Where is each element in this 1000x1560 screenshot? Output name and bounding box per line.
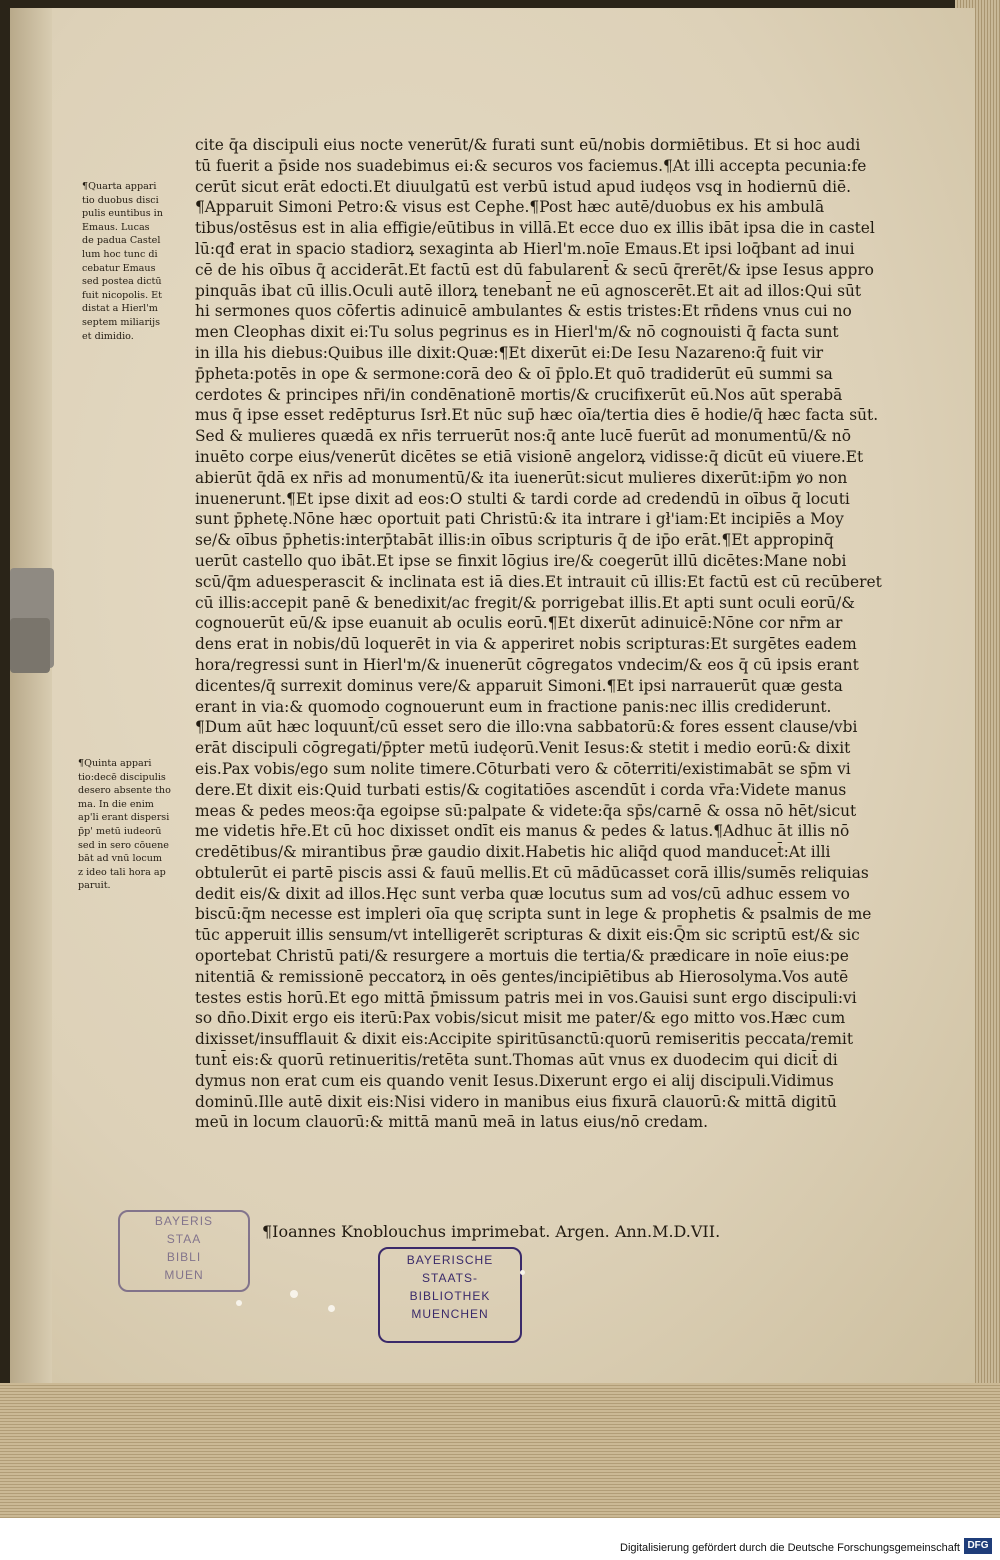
stamp-line: BAYERISCHE: [406, 1253, 494, 1267]
colophon: ¶Ioannes Knoblouchus imprimebat. Argen. Ann.M.D.VII.: [262, 1222, 721, 1241]
text-line: cognouerūt eū/& ipse euanuit ab oculis eorū.¶Et dixerūt adinuicē:Nōne cor nr̄m ar: [195, 614, 843, 633]
stamp-line: STAA: [166, 1232, 202, 1246]
text-line: tibus/ostēsus est in alia effigie/eūtibus in villā.Et ecce duo ex illis ibāt ipsa die in castel: [195, 219, 875, 238]
text-line: me videtis hr̄e.Et cū hoc dixisset ondīt eis manus & pedes & latus.¶Adhuc āt illis nō: [195, 822, 850, 841]
text-line: cerūt sicut erāt edocti.Et diuulgatū est verbū istud apud iudęos vsq̧ in hodiernū diē.: [195, 177, 851, 196]
text-line: inuēto corpe eius/venerūt dicētes se etiā visionē angelorꝝ vidisse:q̄ dicūt eū viuere.Et: [195, 447, 864, 466]
margin-note-line: ma. In die enim: [78, 798, 154, 810]
margin-note-line: et dimidio.: [82, 330, 134, 342]
text-line: dominū.Ille autē dixit eis:Nisi videro in manibus eius fixurā clauorū:& mittā digitū: [195, 1092, 837, 1111]
text-line: so dn̄o.Dixit ergo eis iterū:Pax vobis/sicut misit me pater/& ego mitto vos.Hæc cum: [195, 1009, 846, 1028]
text-line: in illa his diebus:Quibus ille dixit:Quæ:¶Et dixerūt ei:De Iesu Nazareno:q̄ fuit vir: [195, 343, 824, 362]
text-line: hi sermones quos cōfertis adinuicē ambulantes & estis tristes:Et rn̄dens vnus cui no: [195, 302, 852, 321]
text-line: cerdotes & principes nr̄i/in condēnationē mortis/& crucifixerūt eū.Nos aūt sperabā: [195, 385, 843, 404]
text-line: ¶Apparuit Simoni Petro:& visus est Cephe.¶Post hæc autē/duobus ex his ambulā: [195, 198, 825, 217]
stamp-line: BIBLI: [166, 1250, 202, 1264]
text-line: sunt p̄phetę.Nōne hæc oportuit pati Christū:& ita intrare i gł'iam:Et incipiēs a Moy: [195, 510, 844, 529]
margin-note-line: fuit nicopolis. Et: [82, 289, 163, 301]
text-line: p̄pheta:potēs in ope & sermone:corā deo & oī p̄plo.Et quō tradiderūt eū summi sa: [195, 364, 833, 383]
margin-note-line: ¶Quinta appari: [78, 758, 152, 769]
margin-note-line: lum hoc tunc di: [82, 248, 158, 260]
margin-note-line: septem miliarijs: [82, 316, 160, 328]
dfg-logo: DFG: [964, 1538, 992, 1554]
stamp-line: BAYERIS: [154, 1214, 214, 1228]
margin-note-line: ¶Quarta appari: [82, 181, 157, 192]
paper-speck: [290, 1290, 298, 1298]
text-line: hora/regressi sunt in Hierl'm/& inuenerūt cōgregatos vndecim/& eos q̄ cū ipsis erant: [195, 655, 859, 674]
paper-speck: [520, 1270, 525, 1275]
text-line: dens erat in nobis/dū loquerēt in via & apperiret nobis scripturas:Et surgētes eadem: [195, 635, 857, 654]
paper-speck: [236, 1300, 242, 1306]
text-line: biscū:q̄m necesse est impleri oīa quę scripta sunt in lege & prophetis & psalmis de me: [195, 905, 872, 924]
stamp-line: MUENCHEN: [411, 1307, 489, 1321]
margin-note-line: ap'li erant dispersi: [78, 812, 170, 824]
margin-note-fourth-apparition: [82, 180, 194, 343]
text-line: dedit eis/& dixit ad illos.Hęc sunt verba quæ locutus sum ad vos/cū adhuc essem vo: [195, 884, 850, 903]
paper-speck: [328, 1305, 335, 1312]
margin-note-line: sed in sero cōuene: [78, 839, 169, 851]
main-text-block: [195, 135, 885, 1133]
page-gutter: [10, 8, 52, 1383]
text-line: dere.Et dixit eis:Quid turbati estis/& cogitatiōes ascendūt i corda vr̄a:Videte manus: [195, 780, 847, 799]
text-line: cū illis:accepit panē & benedixit/ac fregit/& porrigebat illis.Et apti sunt oculi eorū/&: [195, 593, 855, 612]
text-line: dicentes/q̄ surrexit dominus vere/& apparuit Simoni.¶Et ipsi narrauerūt quæ gesta: [195, 676, 843, 695]
text-line: uerūt castello quo ibāt.Et ipse se finxit lōgius ire/& coegerūt illū dicētes:Mane nobi: [195, 551, 847, 570]
text-line: cē de his oībus q̄ acciderāt.Et factū est dū fabularent̄ & secū q̄rerēt/& ipse Iesus appro: [195, 260, 874, 279]
stamp-line: MUEN: [164, 1268, 204, 1282]
text-line: testes estis horū.Et ego mittā p̄missum patris mei in vos.Gauisi sunt ergo discipuli:vi: [195, 988, 857, 1007]
text-line: men Cleophas dixit ei:Tu solus pegrinus es in Hierl'm/& nō cognouisti q̄ facta sunt: [195, 323, 839, 342]
margin-note-fifth-apparition: [78, 757, 190, 893]
footer-credit: Digitalisierung gefördert durch die Deutsche Forschungsgemeinschaft: [620, 1542, 960, 1554]
text-line: obtulerūt ei partē piscis assi & fauū mellis.Et cū mādūcasset corā illis/sumēs reliquias: [195, 863, 869, 882]
text-line: tūc apperuit illis sensum/vt intelligerēt scripturas & dixit eis:Q̄m sic scriptū est/& sic: [195, 926, 860, 945]
margin-note-line: cebatur Emaus: [82, 262, 156, 274]
text-line: se/& oībus p̄phetis:interp̄tabāt illis:in oībus scripturis q̄ de ip̄o erāt.¶Et appropinq̄: [195, 531, 834, 550]
text-line: nitentiā & remissionē peccatorꝝ in oēs gentes/incipiētibus ab Hierosolyma.Vos autē: [195, 967, 849, 986]
margin-note-line: tio duobus disci: [82, 194, 159, 206]
margin-note-line: distat a Hierl'm: [82, 303, 158, 315]
binding-tab-shadow: [10, 618, 50, 673]
margin-note-line: z ideo tali hora ap: [78, 866, 166, 878]
text-line: erant in via:& quomodo cognouerunt eum in fractione panis:nec illis crediderunt.: [195, 697, 832, 716]
margin-note-line: p̄p' metū iudeorū: [78, 825, 162, 837]
text-line: Sed & mulieres quædā ex nr̄is terruerūt nos:q̄ ante lucē fuerūt ad monumentū/& nō: [195, 427, 851, 446]
stamp-line: BIBLIOTHEK: [409, 1289, 491, 1303]
text-line: dixisset/insufflauit & dixit eis:Accipite spiritūsanctū:quorū remiseritis peccata/remit: [195, 1030, 854, 1049]
margin-note-line: sed postea dictū: [82, 276, 162, 288]
text-line: abierūt q̄dā ex nr̄is ad monumentū/& ita iuenerūt:sicut mulieres dixerūt:ip̄m ꝟo non: [195, 468, 848, 487]
page-edge-bottom: [0, 1383, 1000, 1518]
margin-note-line: paruit.: [78, 880, 111, 892]
text-line: meū in locum clauorū:& mittā manū meā in latus eius/nō credam.: [195, 1113, 709, 1132]
text-line: inuenerunt.¶Et ipse dixit ad eos:O stulti & tardi corde ad credendū in oībus q̄ locuti: [195, 489, 850, 508]
text-line: scū/q̄m aduesperascit & inclinata est iā dies.Et intrauit cū illis:Et factū est cū recūberet: [195, 572, 882, 591]
text-line: cite q̄a discipuli eius nocte venerūt/& furati sunt eū/nobis dormiētibus. Et si hoc audi: [195, 136, 861, 154]
library-stamp-faint: [118, 1210, 250, 1292]
text-line: ¶Dum aūt hæc loquunt̄/cū esset sero die illo:vna sabbatorū:& fores essent clause/vbi: [195, 718, 858, 737]
text-line: erāt discipuli cōgregati/p̄pter metū iudęorū.Venit Iesus:& stetit i medio eorū:& dixit: [195, 739, 851, 758]
text-line: mus q̄ ipse esset redēpturus Isrł.Et nūc sup̄ hæc oīa/tertia dies ē hodie/q̄ hæc facta sūt.: [195, 406, 879, 425]
library-stamp: [378, 1247, 522, 1343]
text-line: credētibus/& mirantibus p̄ræ gaudio dixit.Habetis hic aliq̄d quod manducet̄:At illi: [195, 843, 831, 862]
margin-note-line: de padua Castel: [82, 235, 161, 247]
margin-note-line: tio:decē discipulis: [78, 771, 166, 783]
text-line: tunt̄ eis:& quorū retinueritis/retēta sunt.Thomas aūt vnus ex duodecim qui dicit̄ di: [195, 1051, 838, 1070]
margin-note-line: pulis euntibus in: [82, 208, 163, 220]
stamp-line: STAATS-: [422, 1271, 478, 1285]
text-line: lū:qđ erat in spacio stadiorꝝ sexaginta ab Hierl'm.noīe Emaus.Et ipsi loq̄bant ad inui: [195, 239, 855, 258]
text-line: pinquās ibat cū illis.Oculi autē illorꝝ tenebant̄ ne eū agnoscerēt.Et ait ad illos:Qui sūt: [195, 281, 862, 300]
margin-note-line: desero absente tho: [78, 785, 171, 797]
text-line: eis.Pax vobis/ego sum nolite timere.Cōturbati vero & cōterriti/existimabāt se sp̄m vi: [195, 759, 851, 778]
margin-note-line: Emaus. Lucas: [82, 221, 150, 233]
text-line: meas & pedes meos:q̄a egoipse sū:palpate & videte:q̄a sp̄s/carnē & ossa nō hēt/sicut: [195, 801, 857, 820]
text-line: tū fuerit a p̄side nos suadebimus ei:& securos vos faciemus.¶At illi accepta pecunia:fe: [195, 156, 867, 175]
margin-note-line: bāt ad vnū locum: [78, 853, 162, 865]
text-line: dymus non erat cum eis quando venit Iesus.Dixerunt ergo ei alij discipuli.Vidimus: [195, 1071, 834, 1090]
text-line: oportebat Christū pati/& resurgere a mortuis die tertia/& prædicare in noīe eius:pe: [195, 947, 849, 966]
